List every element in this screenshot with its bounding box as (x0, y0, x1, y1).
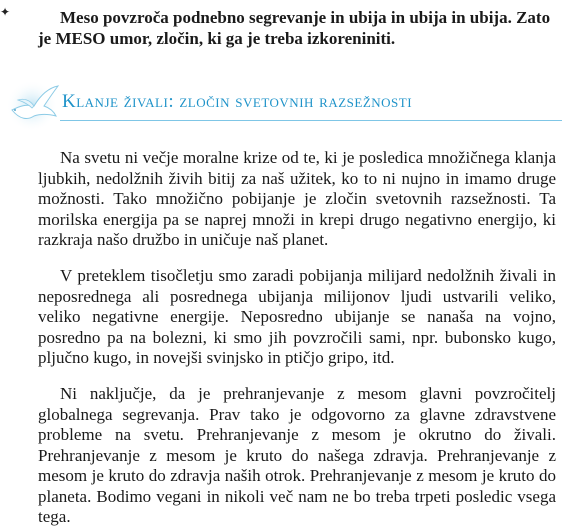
body-paragraph-3: Ni naključje, da je prehranjevanje z mesom glavni povzročitelj globalnega segrevanja. Prav tako je odgovorno za glavne zdravstvene probleme na svetu. Prehranjevanje z mesom je okrutno do živali. Prehranjevanje z mesom je kruto do našega zdravja. Prehranjevanje z mesom je kruto do zdravja naših otrok. Prehranjevanje z mesom je kruto do planeta. Bodimo vegani in nikoli več nam ne bo treba trpeti posledic vsega tega. (38, 384, 556, 526)
bullet-marker: ✦ (0, 5, 11, 19)
section-heading (4, 80, 564, 132)
body-paragraph-1: Na svetu ni večje moralne krize od te, ki je posledica množičnega klanja ljubkih, nedolžnih živih bitij za naš užitek, ko to ni nujno in imamo druge možnosti. Tako množično pobijanje je zločin svetovnih razsežnosti. Ta morilska energija pa se naprej množi in krepi drugo negativno energijo, ki razkraja našo družbo in uničuje naš planet. (38, 148, 556, 249)
section-title: Klanje živali: zločin svetovnih razsežnosti (62, 91, 413, 112)
heading-rule (60, 120, 562, 121)
body-paragraph-2: V preteklem tisočletju smo zaradi pobijanja milijard nedolžnih živali in neposrednega ali posrednega ubijanja milijonov ljudi ustvarili veliko, veliko negativne energije. Neposredno ubijanje se nanaša na vojno, posredno pa na bolezni, ki smo jih povzročili sami, npr. bubonsko kugo, pljučno kugo, in novejši svinjsko in ptičjo gripo, itd. (38, 266, 556, 367)
intro-paragraph: Meso povzroča podnebno segrevanje in ubija in ubija in ubija. Zato je MESO umor, zločin, ki ga je treba izkoreniniti. (38, 8, 551, 48)
dove-icon (4, 80, 64, 132)
